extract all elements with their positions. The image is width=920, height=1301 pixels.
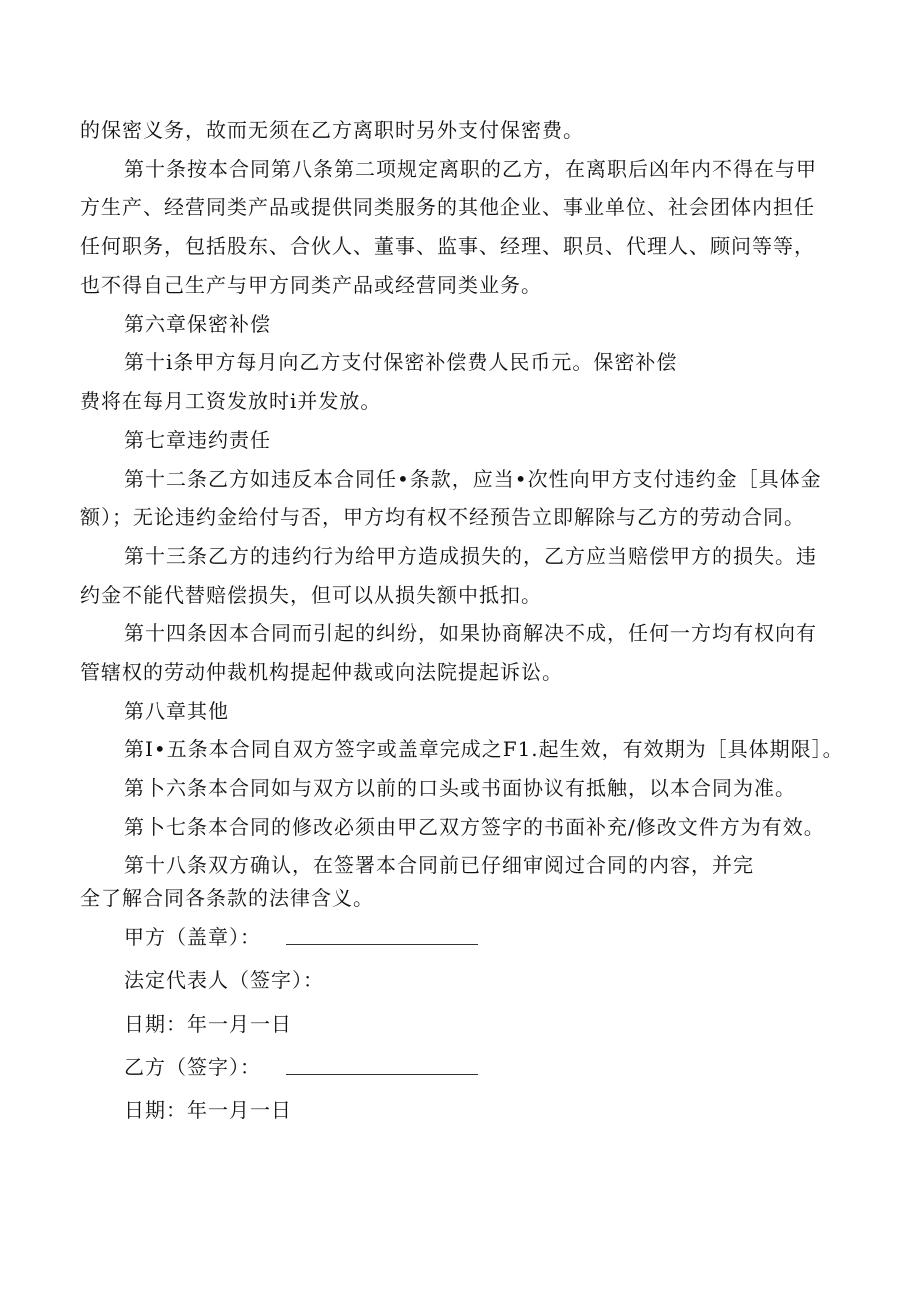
paragraph-line: 任何职务，包括股东、合伙人、董事、监事、经理、职员、代理人、顾问等等， xyxy=(80,234,815,258)
paragraph-line: 第十三条乙方的违约行为给甲方造成损失的，乙方应当赔偿甲方的损失。违 xyxy=(124,544,817,568)
legal-representative-label: 法定代表人（签字）： xyxy=(124,968,324,992)
paragraph-line: 约金不能代替赔偿损失，但可以从损失额中抵扣。 xyxy=(80,583,542,607)
party-b-signature-line xyxy=(286,1074,478,1075)
paragraph-line: 也不得自己生产与甲方同类产品或经营同类业务。 xyxy=(80,273,542,297)
paragraph-line: 管辖权的劳动仲裁机构提起仲裁或向法院提起诉讼。 xyxy=(80,660,563,684)
chapter-heading: 第八章其他 xyxy=(124,699,229,723)
paragraph-line: 第十i条甲方每月向乙方支付保密补偿费人民币元。保密补偿 xyxy=(124,350,678,374)
party-a-signature-line xyxy=(286,944,478,945)
paragraph-line: 第十八条双方确认，在签署本合同前已仔细审阅过合同的内容，并完 xyxy=(124,853,754,877)
paragraph-line: 额）；无论违约金给付与否，甲方均有权不经预告立即解除与乙方的劳动合同。 xyxy=(80,505,805,529)
paragraph-line: 第十四条因本合同而引起的纠纷，如果协商解决不成，任何一方均有权向有 xyxy=(124,621,817,645)
paragraph-line: 第卜六条本合同如与双方以前的口头或书面协议有抵触，以本合同为准。 xyxy=(124,776,796,800)
chapter-heading: 第六章保密补偿 xyxy=(124,312,271,336)
party-b-label: 乙方（签字）： xyxy=(124,1055,261,1079)
party-a-label: 甲方（盖章）： xyxy=(124,925,261,949)
paragraph-line: 费将在每月工资发放时i并发放。 xyxy=(80,389,382,413)
paragraph-line: 第I•五条本合同自双方签字或盖章完成之F1.起生效，有效期为［具体期限］。 xyxy=(124,737,844,761)
party-a-date: 日期：年一月一日 xyxy=(124,1012,292,1036)
chapter-heading: 第七章违约责任 xyxy=(124,428,271,452)
paragraph-line: 第十条按本合同第八条第二项规定离职的乙方，在离职后凶年内不得在与甲 xyxy=(124,157,817,181)
paragraph-line: 方生产、经营同类产品或提供同类服务的其他企业、事业单位、社会团体内担任 xyxy=(80,195,815,219)
paragraph-line: 全了解合同各条款的法律含义。 xyxy=(80,886,374,910)
paragraph-line: 的保密义务，故而无须在乙方离职时另外支付保密费。 xyxy=(80,118,584,142)
paragraph-line: 第十二条乙方如违反本合同任•条款，应当•次性向甲方支付违约金［具体金 xyxy=(124,467,822,491)
party-b-date: 日期：年一月一日 xyxy=(124,1098,292,1122)
paragraph-line: 第卜七条本合同的修改必须由甲乙双方签字的书面补充/修改文件方为有效。 xyxy=(124,815,825,839)
